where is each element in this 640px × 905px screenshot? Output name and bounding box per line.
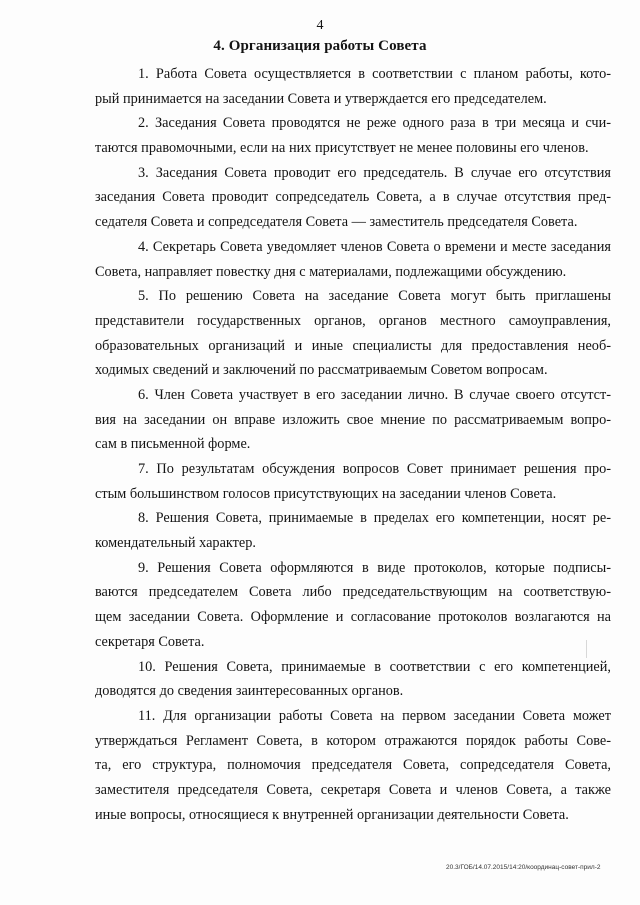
paragraph-line: 2. Заседания Совета проводятся не реже одного раза в три месяца и счи- xyxy=(138,115,611,132)
paragraph-line: утверждаться Регламент Совета, в котором отражаются порядок работы Сове- xyxy=(95,732,611,749)
paragraph-line: 10. Решения Совета, принимаемые в соответствии с его компетенцией, xyxy=(138,658,611,675)
paragraph-line: представители государственных органов, органов местного самоуправления, xyxy=(95,312,611,329)
paragraph-10 xyxy=(95,655,611,704)
paragraph-line: ваются председателем Совета либо председательствующим на соответствую- xyxy=(95,584,611,601)
paragraph-1 xyxy=(95,62,611,111)
paragraph-3 xyxy=(95,161,611,235)
paragraph-line: заместителя председателя Совета, секретаря Совета и членов Совета, а также xyxy=(95,781,611,798)
paragraph-line: доводятся до сведения заинтересованных органов. xyxy=(95,683,404,700)
paragraph-line: седателя Совета и сопредседателя Совета — заместитель председателя Совета. xyxy=(95,214,578,231)
paragraph-line: 9. Решения Совета оформляются в виде протоколов, которые подписы- xyxy=(138,559,611,576)
paragraph-line: стым большинством голосов присутствующих на заседании членов Совета. xyxy=(95,485,557,502)
paragraph-line: Совета, направляет повестку дня с материалами, подлежащими обсуждению. xyxy=(95,263,567,280)
paragraph-line: щем заседании Совета. Оформление и согласование протоколов возлагаются на xyxy=(95,609,611,626)
paragraph-11 xyxy=(95,704,611,827)
paragraph-line: ходимых сведений и заключений по рассматриваемым Советом вопросам. xyxy=(95,362,548,379)
paragraph-line: та, его структура, полномочия председателя Совета, сопредседателя Совета, xyxy=(95,757,611,774)
paragraph-line: 7. По результатам обсуждения вопросов Совет принимает решения про- xyxy=(138,461,611,477)
paragraph-5 xyxy=(95,284,611,383)
paragraph-line: секретаря Совета. xyxy=(95,633,205,650)
paragraph-line: иные вопросы, относящиеся к внутренней организации деятельности Совета. xyxy=(95,806,569,823)
paragraph-line: 6. Член Совета участвует в его заседании лично. В случае своего отсутст- xyxy=(138,386,611,403)
paragraph-line: рый принимается на заседании Совета и утверждается его председателем. xyxy=(95,90,547,107)
paragraph-line: 3. Заседания Совета проводит его председатель. В случае его отсутствия xyxy=(138,164,611,181)
section-heading: 4. Организация работы Совета xyxy=(213,38,427,54)
paragraph-7 xyxy=(95,457,611,506)
paragraph-line: таются правомочными, если на них присутствует не менее половины его членов. xyxy=(95,140,589,157)
paragraph-line: 8. Решения Совета, принимаемые в пределах его компетенции, носят ре- xyxy=(138,510,611,527)
page-number: 4 xyxy=(316,18,324,33)
paragraph-line: 4. Секретарь Совета уведомляет членов Совета о времени и месте заседания xyxy=(138,238,611,255)
paragraph-line: 1. Работа Совета осуществляется в соответствии с планом работы, кото- xyxy=(138,66,611,82)
paragraph-line: комендательный характер. xyxy=(95,535,256,552)
section-body xyxy=(95,62,611,827)
paragraph-line: 11. Для организации работы Совета на первом заседании Совета может xyxy=(138,707,611,724)
paragraph-line: 5. По решению Совета на заседание Совета могут быть приглашены xyxy=(138,288,611,305)
paragraph-line: сам в письменной форме. xyxy=(95,436,251,453)
paragraph-line: заседания Совета проводит сопредседатель Совета, а в случае отсутствия пред- xyxy=(95,189,611,206)
document-footer-code: 20.3/ГОБ/14.07.2015/14:20/координац-совет-прил-2 xyxy=(446,864,601,871)
paragraph-6 xyxy=(95,383,611,457)
paragraph-line: образовательных организаций и иные специалисты для предоставления необ- xyxy=(95,337,611,354)
scan-mark xyxy=(586,640,587,658)
paragraph-9 xyxy=(95,556,611,655)
paragraph-8 xyxy=(95,506,611,555)
paragraph-2 xyxy=(95,111,611,160)
paragraph-line: вия на заседании он вправе изложить свое мнение по рассматриваемым вопро- xyxy=(95,411,611,428)
paragraph-4 xyxy=(95,235,611,284)
